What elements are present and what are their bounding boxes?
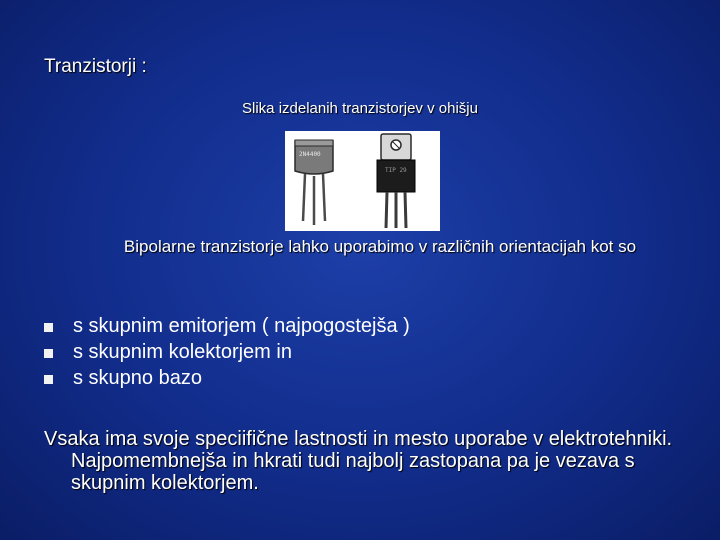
bullet-list [44, 313, 410, 391]
to220-transistor [377, 134, 415, 228]
slide-title: Tranzistorji : [44, 56, 147, 77]
square-bullet-icon [44, 349, 53, 358]
list-item [44, 365, 410, 391]
square-bullet-icon [44, 323, 53, 332]
list-item-text: s skupnim emitorjem ( najpogostejša ) [73, 315, 410, 337]
body-paragraph: Vsaka ima svoje speciifične lastnosti in mesto uporabe v elektrotehniki. Najpomembnejša in hkrati tudi najbolj zastopana pa je vezava s skupnim kolektorjem. [44, 428, 673, 494]
to92-transistor [295, 140, 333, 225]
subheading: Bipolarne tranzistorje lahko uporabimo v različnih orientacijah kot so [123, 237, 637, 256]
transistor-photo-illustration [285, 131, 440, 231]
square-bullet-icon [44, 375, 53, 384]
transistor-photo [285, 131, 440, 231]
list-item-text: s skupno bazo [73, 367, 202, 389]
to220-label: TIP 29 [385, 167, 407, 174]
image-caption: Slika izdelanih tranzistorjev v ohišju [242, 100, 478, 117]
to92-label: 2N4400 [299, 151, 321, 158]
list-item [44, 313, 410, 339]
list-item-text: s skupnim kolektorjem in [73, 341, 292, 363]
list-item [44, 339, 410, 365]
